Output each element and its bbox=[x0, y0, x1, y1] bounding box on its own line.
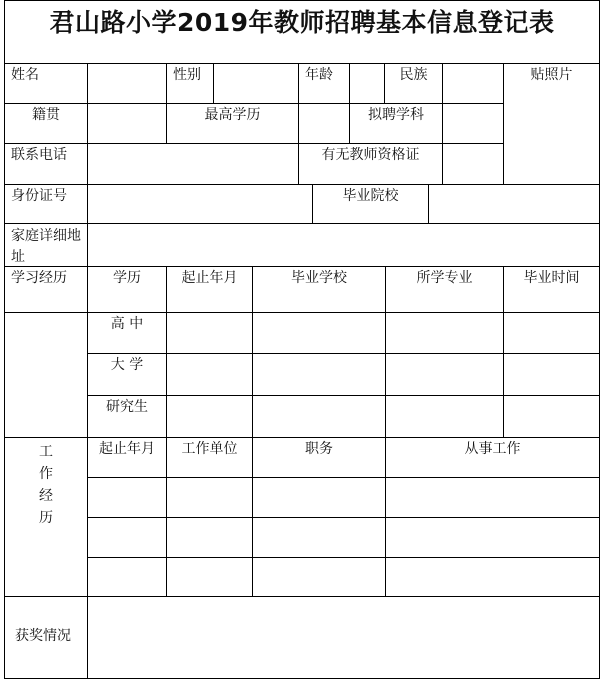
hometown-label: 籍贯 bbox=[4, 103, 88, 144]
work-col-unit: 工作单位 bbox=[166, 437, 253, 478]
study-col-school: 毕业学校 bbox=[252, 266, 386, 313]
study-history-blank bbox=[4, 312, 88, 438]
work-period-field[interactable] bbox=[87, 477, 167, 518]
teacher-cert-field[interactable] bbox=[442, 143, 504, 185]
awards-label: 获奖情况 bbox=[4, 596, 88, 679]
study-row-label: 研究生 bbox=[87, 395, 167, 438]
study-school-field[interactable] bbox=[252, 395, 386, 438]
work-position-field[interactable] bbox=[252, 557, 386, 597]
phone-field[interactable] bbox=[87, 143, 299, 185]
work-unit-field[interactable] bbox=[166, 477, 253, 518]
work-period-field[interactable] bbox=[87, 517, 167, 558]
work-col-period: 起止年月 bbox=[87, 437, 167, 478]
highest-education-label: 最高学历 bbox=[166, 103, 299, 144]
subject-field[interactable] bbox=[442, 103, 504, 144]
study-major-field[interactable] bbox=[385, 395, 504, 438]
study-school-field[interactable] bbox=[252, 312, 386, 354]
graduate-school-field[interactable] bbox=[428, 184, 600, 224]
work-unit-field[interactable] bbox=[166, 517, 253, 558]
ethnicity-label: 民族 bbox=[384, 63, 443, 104]
study-period-field[interactable] bbox=[166, 312, 253, 354]
age-field[interactable] bbox=[349, 63, 385, 104]
study-history-label: 学习经历 bbox=[4, 266, 88, 313]
ethnicity-field[interactable] bbox=[442, 63, 504, 104]
study-grad-time-field[interactable] bbox=[503, 312, 600, 354]
work-history-label-text: 工作经历 bbox=[39, 444, 53, 526]
home-address-label: 家庭详细地址 bbox=[4, 223, 88, 267]
study-grad-time-field[interactable] bbox=[503, 395, 600, 438]
study-col-grad-time: 毕业时间 bbox=[503, 266, 600, 313]
highest-education-field[interactable] bbox=[298, 103, 350, 144]
study-period-field[interactable] bbox=[166, 395, 253, 438]
study-row-label: 高 中 bbox=[87, 312, 167, 354]
age-label: 年龄 bbox=[298, 63, 350, 104]
work-col-position: 职务 bbox=[252, 437, 386, 478]
photo-box[interactable]: 贴照片 bbox=[503, 63, 600, 185]
study-col-degree: 学历 bbox=[87, 266, 167, 313]
awards-field[interactable] bbox=[87, 596, 600, 679]
gender-label: 性别 bbox=[166, 63, 214, 104]
form-title: 君山路小学2019年教师招聘基本信息登记表 bbox=[4, 0, 600, 64]
work-col-duty: 从事工作 bbox=[385, 437, 600, 478]
work-duty-field[interactable] bbox=[385, 557, 600, 597]
study-major-field[interactable] bbox=[385, 312, 504, 354]
home-address-field[interactable] bbox=[87, 223, 600, 267]
gender-field[interactable] bbox=[213, 63, 299, 104]
work-position-field[interactable] bbox=[252, 477, 386, 518]
study-school-field[interactable] bbox=[252, 353, 386, 396]
study-major-field[interactable] bbox=[385, 353, 504, 396]
graduate-school-label: 毕业院校 bbox=[312, 184, 429, 224]
study-col-major: 所学专业 bbox=[385, 266, 504, 313]
study-row-label: 大 学 bbox=[87, 353, 167, 396]
work-position-field[interactable] bbox=[252, 517, 386, 558]
work-history-label bbox=[4, 437, 88, 597]
work-unit-field[interactable] bbox=[166, 557, 253, 597]
phone-label: 联系电话 bbox=[4, 143, 88, 185]
work-duty-field[interactable] bbox=[385, 477, 600, 518]
study-col-period: 起止年月 bbox=[166, 266, 253, 313]
hometown-field[interactable] bbox=[87, 103, 167, 144]
subject-label: 拟聘学科 bbox=[349, 103, 443, 144]
work-duty-field[interactable] bbox=[385, 517, 600, 558]
study-grad-time-field[interactable] bbox=[503, 353, 600, 396]
teacher-cert-label: 有无教师资格证 bbox=[298, 143, 443, 185]
id-number-label: 身份证号 bbox=[4, 184, 88, 224]
name-label: 姓名 bbox=[4, 63, 88, 104]
id-number-field[interactable] bbox=[87, 184, 313, 224]
study-period-field[interactable] bbox=[166, 353, 253, 396]
work-period-field[interactable] bbox=[87, 557, 167, 597]
name-field[interactable] bbox=[87, 63, 167, 104]
